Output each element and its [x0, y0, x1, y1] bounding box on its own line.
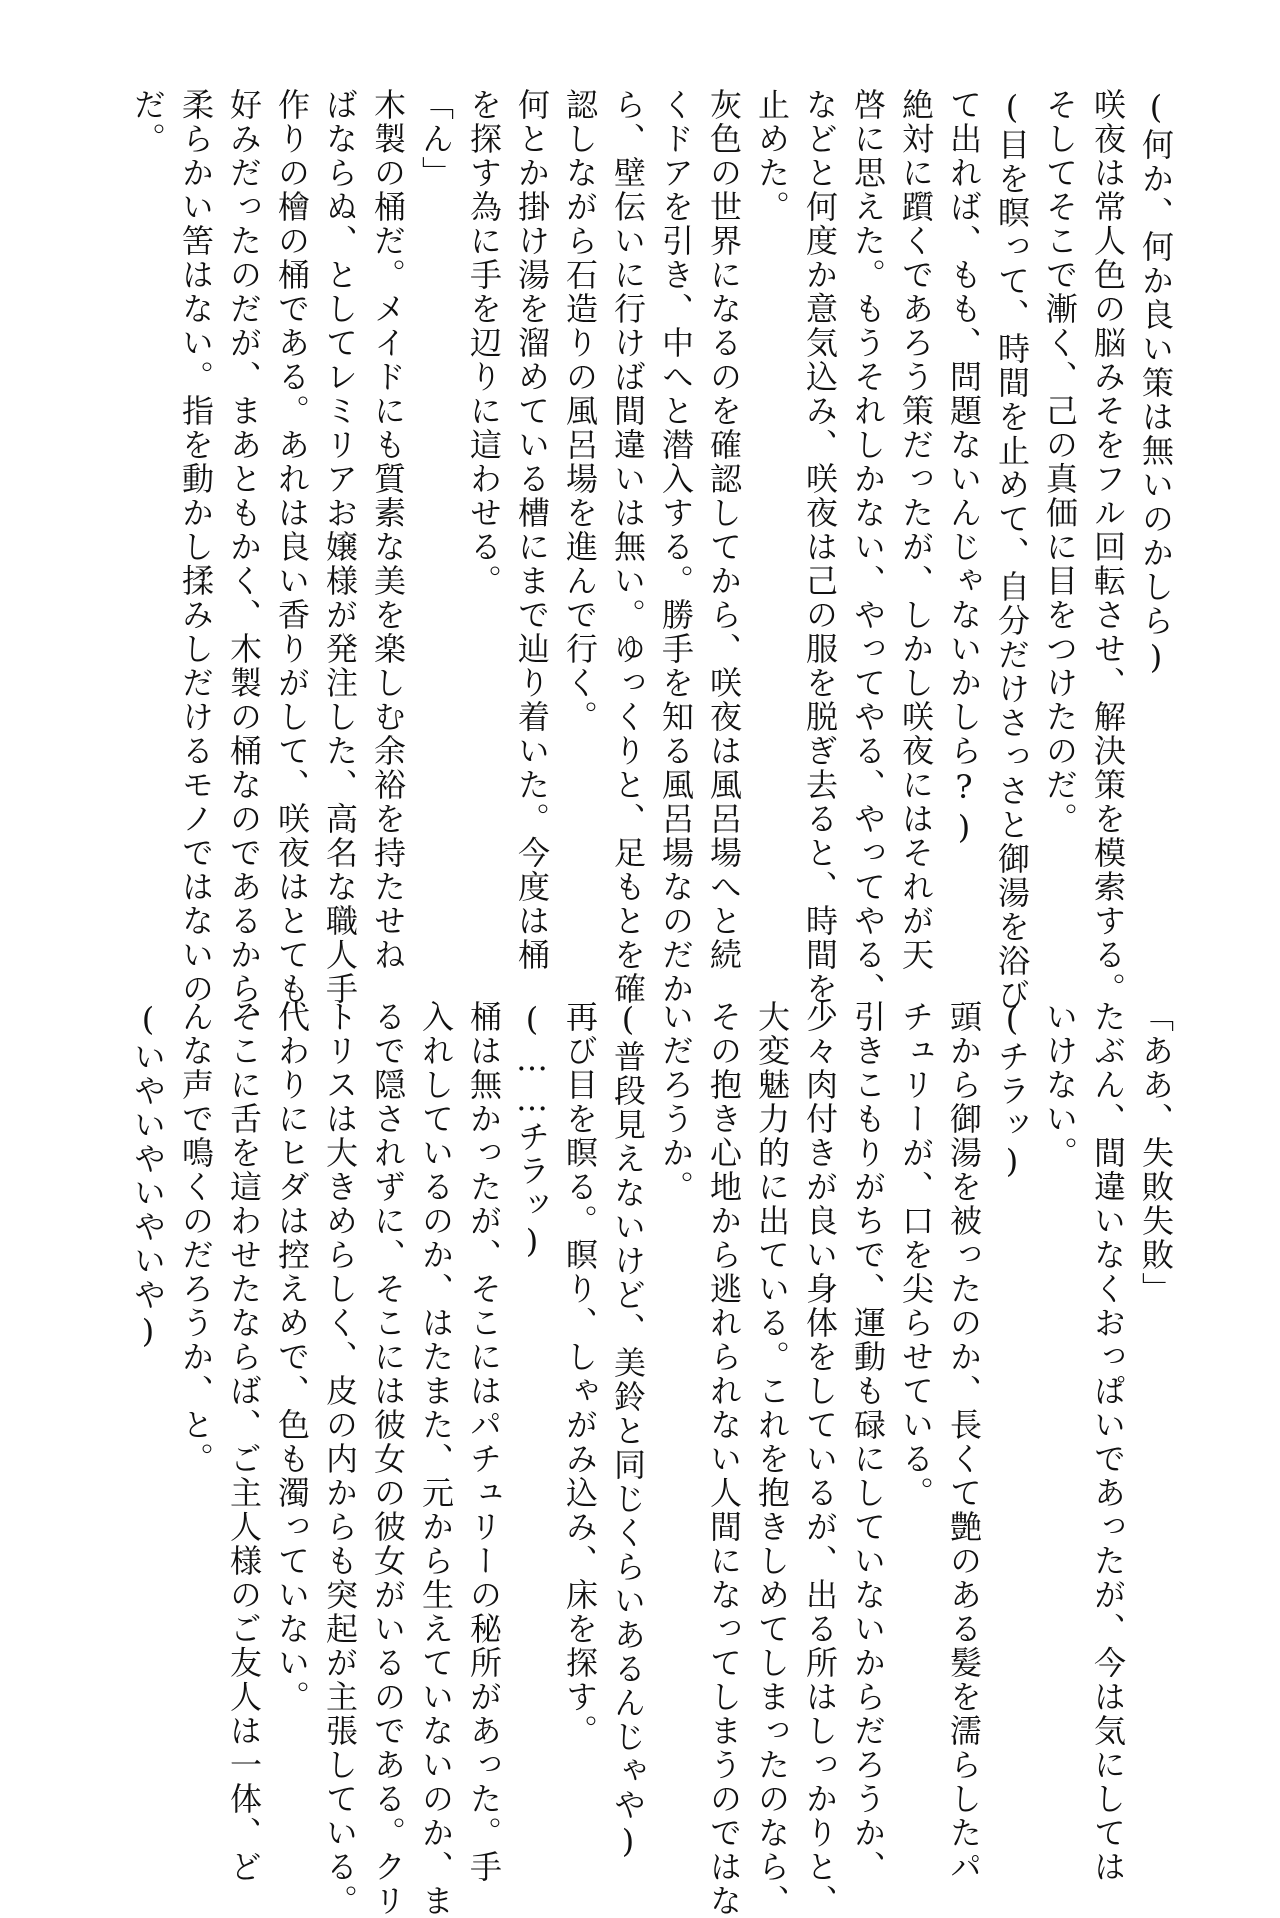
text-line: 再び目を瞑る。瞑り、しゃがみ込み、床を探す。: [561, 1000, 599, 1748]
text-line: そしてそこで漸く、己の真価に目をつけたのだ。: [1041, 88, 1079, 836]
text-line: (チラッ): [993, 1000, 1031, 1182]
text-line: 「ん」: [417, 88, 455, 190]
text-line: (いやいやいやいや): [129, 1000, 167, 1352]
text-line: 引きこもりがちで、運動も碌にしていないからだろうか、: [849, 1000, 887, 1884]
text-block-top: [124, 88, 1180, 1040]
text-line: 認しながら石造りの風呂場を進んで行く。: [561, 88, 599, 734]
text-line: チュリーが、口を尖らせている。: [897, 1000, 935, 1510]
text-line: 啓に思えた。もうそれしかない、やってやる、やってやる、: [849, 88, 887, 1006]
text-line: 柔らかい筈はない。指を動かし揉みしだけるモノではないの: [177, 88, 215, 1006]
text-line: 少々肉付きが良い身体をしているが、出る所はしっかりと、: [801, 1000, 839, 1918]
text-line: ばならぬ、としてレミリアお嬢様が発注した、高名な職人手: [321, 88, 359, 1006]
text-line: (何か、何か良い策は無いのかしら): [1137, 88, 1175, 678]
text-line: (普段見えないけど、美鈴と同じくらいあるんじゃや): [609, 1000, 647, 1862]
text-line: そこに舌を這わせたならば、ご主人様のご友人は一体、ど: [225, 1000, 263, 1884]
text-line: 作りの檜の桶である。あれは良い香りがして、咲夜はとても: [273, 88, 311, 1006]
text-line: (目を瞑って、時間を止めて、自分だけさっさと御湯を浴び: [993, 88, 1031, 1012]
text-line: などと何度か意気込み、咲夜は己の服を脱ぎ去ると、時間を: [801, 88, 839, 1006]
text-line: 木製の桶だ。メイドにも質素な美を楽しむ余裕を持たせね: [369, 88, 407, 972]
text-line: トリスは大きめらしく、皮の内からも突起が主張している。: [321, 1000, 359, 1918]
text-line: 灰色の世界になるのを確認してから、咲夜は風呂場へと続: [705, 88, 743, 972]
text-line: 何とか掛け湯を溜めている槽にまで辿り着いた。今度は桶: [513, 88, 551, 972]
text-line: だ。: [129, 88, 167, 156]
text-line: るで隠されずに、そこには彼女の彼女がいるのである。クリ: [369, 1000, 407, 1918]
text-line: 好みだったのだが、まあともかく、木製の桶なのであるから、: [225, 88, 263, 1040]
text-line: くドアを引き、中へと潜入する。勝手を知る風呂場なのだか: [657, 88, 695, 1006]
text-line: 大変魅力的に出ている。これを抱きしめてしまったのなら、: [753, 1000, 791, 1918]
text-line: いだろうか。: [657, 1000, 695, 1204]
text-line: 止めた。: [753, 88, 791, 224]
text-line: 「ああ、失敗失敗」: [1137, 1000, 1175, 1306]
text-line: 絶対に躓くであろう策だったが、しかし咲夜にはそれが天: [897, 88, 935, 972]
text-line: いけない。: [1041, 1000, 1079, 1170]
text-line: んな声で鳴くのだろうか、と。: [177, 1000, 215, 1476]
text-line: 頭から御湯を被ったのか、長くて艶のある髪を濡らしたパ: [945, 1000, 983, 1884]
text-line: 咲夜は常人色の脳みそをフル回転させ、解決策を模索する。: [1089, 88, 1127, 1006]
text-line: その抱き心地から逃れられない人間になってしまうのではな: [705, 1000, 743, 1918]
text-line: て出れば、もも、問題ないんじゃないかしら?): [945, 88, 983, 848]
text-line: たぶん、間違いなくおっぱいであったが、今は気にしては: [1089, 1000, 1127, 1884]
text-line: (……チラッ): [513, 1000, 551, 1262]
text-block-bottom: [124, 1000, 1180, 1918]
text-line: 代わりにヒダは控えめで、色も濁っていない。: [273, 1000, 311, 1714]
text-line: 入れしているのか、はたまた、元から生えていないのか、ま: [417, 1000, 455, 1918]
text-line: を探す為に手を辺りに這わせる。: [465, 88, 503, 598]
text-line: ら、壁伝いに行けば間違いは無い。ゆっくりと、足もとを確: [609, 88, 647, 1006]
text-line: 桶は無かったが、そこにはパチュリーの秘所があった。手: [465, 1000, 503, 1884]
